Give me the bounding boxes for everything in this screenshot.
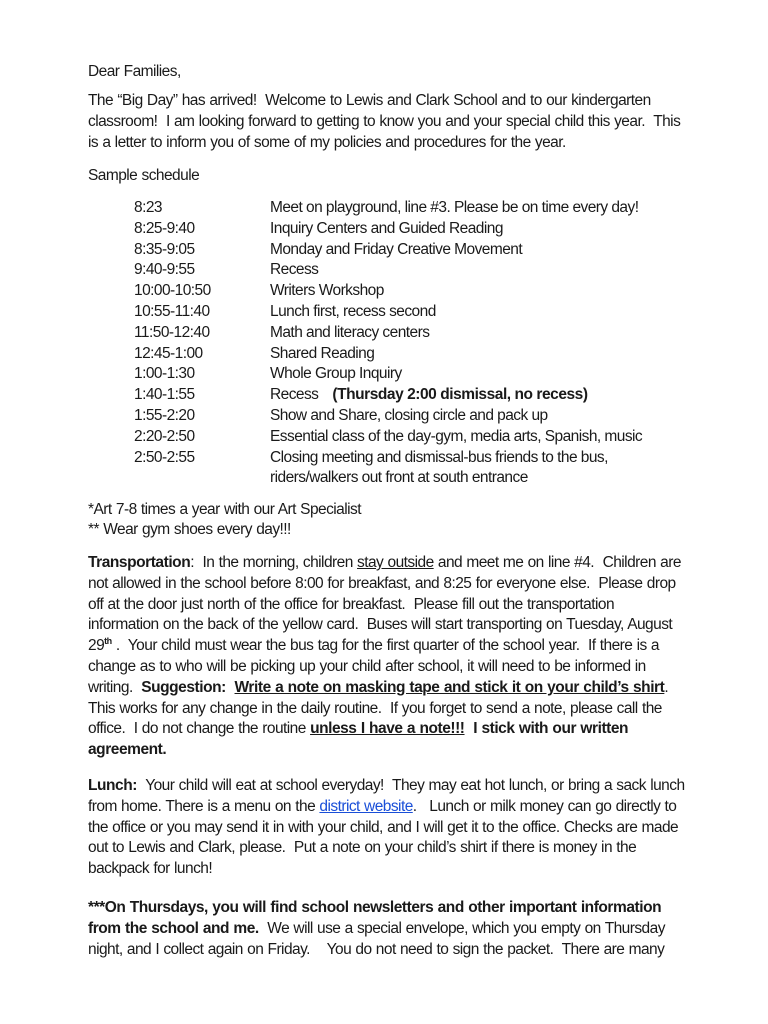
text-segment: from the school and me. bbox=[88, 919, 259, 937]
lunch-line bbox=[88, 818, 678, 838]
lunch-line bbox=[88, 859, 212, 879]
text-segment: classroom! I am looking forward to getting to know you and your special child this year. This bbox=[88, 113, 681, 130]
transportation-line bbox=[88, 678, 668, 698]
schedule-activity: Shared Reading bbox=[270, 344, 375, 362]
schedule-time: 1:00-1:30 bbox=[134, 365, 195, 383]
text-segment: the office or you may send it in with your child, and I will get it to the office. Checks are made bbox=[88, 818, 679, 836]
text-segment: office. I do not change the routine bbox=[88, 720, 311, 738]
schedule-time: 2:50-2:55 bbox=[134, 448, 195, 466]
text-segment: from home. There is a menu on the bbox=[88, 797, 320, 815]
schedule-activity: Lunch first, recess second bbox=[270, 303, 436, 320]
transportation-line bbox=[88, 719, 628, 739]
schedule-activity: Closing meeting and dismissal-bus friends to the bus, bbox=[270, 448, 608, 466]
schedule-row bbox=[270, 427, 642, 447]
schedule-row bbox=[270, 302, 436, 322]
text-segment: not allowed in the school before 8:00 for breakfast, and 8:25 for everyone else. Please drop bbox=[88, 574, 676, 592]
transportation-line bbox=[88, 615, 672, 635]
text-segment: th bbox=[104, 636, 112, 647]
schedule-activity: Whole Group Inquiry bbox=[270, 365, 402, 383]
schedule-row bbox=[270, 344, 374, 364]
text-segment: writing. bbox=[88, 678, 142, 696]
schedule-time: 8:25-9:40 bbox=[134, 219, 195, 237]
schedule-time: 1:40-1:55 bbox=[134, 386, 195, 404]
transportation-line bbox=[88, 657, 646, 677]
schedule-time: 10:55-11:40 bbox=[134, 303, 210, 320]
schedule-row bbox=[270, 219, 503, 239]
schedule-time: 10:00-10:50 bbox=[134, 282, 211, 300]
schedule-activity: Writers Workshop bbox=[270, 282, 384, 300]
text-segment: . Lunch or milk money can go directly to bbox=[412, 797, 677, 815]
transportation-line bbox=[88, 574, 676, 594]
transportation-line bbox=[88, 636, 659, 656]
thursday-line bbox=[88, 898, 661, 918]
schedule-time: 9:40-9:55 bbox=[134, 261, 195, 279]
text-segment: change as to who will be picking up your child after school, it will need to be informed in bbox=[88, 658, 646, 675]
intro-line bbox=[88, 133, 566, 153]
text-segment: and meet me on line #4. Children are bbox=[433, 554, 681, 571]
lunch-line bbox=[88, 838, 636, 858]
schedule-row bbox=[270, 448, 608, 468]
schedule-row bbox=[270, 240, 522, 260]
schedule-row bbox=[270, 198, 638, 218]
text-segment: stay outside bbox=[357, 554, 434, 571]
text-segment: night, and I collect again on Friday. You do not need to sign the packet. There are many bbox=[88, 940, 665, 958]
transportation-line bbox=[88, 699, 662, 719]
text-segment: I stick with our written bbox=[464, 720, 629, 738]
schedule-row bbox=[270, 281, 384, 301]
lunch-line bbox=[88, 797, 676, 817]
schedule-activity: Math and literacy centers bbox=[270, 323, 430, 341]
thursday-line bbox=[88, 919, 665, 939]
text-segment: Transportation bbox=[88, 554, 191, 571]
transportation-line bbox=[88, 595, 614, 615]
text-segment: 29 bbox=[88, 637, 105, 655]
schedule-activity-continued: riders/walkers out front at south entrance bbox=[270, 469, 528, 487]
text-segment: information on the back of the yellow card. Buses will start transporting on Tuesday, August bbox=[88, 616, 673, 634]
lunch-line bbox=[88, 776, 685, 796]
schedule-time: 8:35-9:05 bbox=[134, 240, 195, 258]
greeting: Dear Families, bbox=[88, 63, 181, 80]
schedule-row bbox=[270, 323, 429, 343]
intro-line bbox=[88, 91, 651, 111]
schedule-note: (Thursday 2:00 dismissal, no recess) bbox=[332, 386, 588, 404]
schedule-row bbox=[270, 406, 548, 426]
schedule-activity: Monday and Friday Creative Movement bbox=[270, 240, 523, 258]
schedule-time: 11:50-12:40 bbox=[134, 323, 210, 341]
intro-line bbox=[88, 112, 680, 132]
text-segment: ***On Thursdays, you will find school newsletters and other important information bbox=[88, 899, 662, 916]
text-segment: Write a note on masking tape and stick it on your child’s shirt bbox=[234, 678, 665, 696]
text-segment: This works for any change in the daily routine. If you forget to send a note, please call the bbox=[88, 699, 662, 717]
text-segment: . Your child must wear the bus tag for the first quarter of the school year. If there is a bbox=[111, 637, 659, 655]
schedule-activity: Show and Share, closing circle and pack up bbox=[270, 407, 548, 424]
schedule-row bbox=[270, 385, 588, 405]
schedule-title: Sample schedule bbox=[88, 167, 200, 184]
schedule-activity: Meet on playground, line #3. Please be on time every day! bbox=[270, 199, 639, 216]
schedule-activity: Inquiry Centers and Guided Reading bbox=[270, 219, 503, 237]
text-segment: We will use a special envelope, which you empty on Thursday bbox=[258, 919, 665, 937]
text-segment: backpack for lunch! bbox=[88, 860, 213, 878]
schedule-activity: Recess bbox=[270, 386, 319, 404]
schedule-row bbox=[270, 364, 402, 384]
footnote-gym: ** Wear gym shoes every day!!! bbox=[88, 521, 291, 538]
text-segment: Your child will eat at school everyday! They may eat hot lunch, or bring a sack lunch bbox=[136, 777, 685, 794]
text-segment: out to Lewis and Clark, please. Put a note on your child’s shirt if there is money in the bbox=[88, 839, 637, 857]
schedule-time: 8:23 bbox=[134, 199, 162, 216]
text-segment: is a letter to inform you of some of my policies and procedures for the year. bbox=[88, 134, 566, 151]
district-website-link[interactable]: district website bbox=[319, 797, 413, 815]
text-segment: unless I have a note!!! bbox=[310, 720, 465, 738]
schedule-activity: Essential class of the day-gym, media arts, Spanish, music bbox=[270, 427, 643, 445]
text-segment: agreement. bbox=[88, 741, 167, 759]
text-segment: : In the morning, children bbox=[190, 554, 358, 571]
text-segment: Lunch: bbox=[88, 777, 137, 794]
schedule-time: 2:20-2:50 bbox=[134, 427, 195, 445]
footnote-art: *Art 7-8 times a year with our Art Specialist bbox=[88, 501, 362, 518]
text-segment: The “Big Day” has arrived! Welcome to Lewis and Clark School and to our kindergarten bbox=[88, 92, 651, 109]
text-segment: off at the door just north of the office for breakfast. Please fill out the transportation bbox=[88, 595, 615, 613]
thursday-line bbox=[88, 940, 664, 960]
schedule-time: 1:55-2:20 bbox=[134, 407, 195, 424]
schedule-activity: Recess bbox=[270, 261, 319, 279]
transportation-line bbox=[88, 553, 681, 573]
text-segment: Suggestion: bbox=[141, 678, 235, 696]
text-segment: . bbox=[664, 678, 669, 696]
transportation-line bbox=[88, 740, 166, 760]
schedule-time: 12:45-1:00 bbox=[134, 344, 203, 362]
schedule-row bbox=[270, 260, 318, 280]
